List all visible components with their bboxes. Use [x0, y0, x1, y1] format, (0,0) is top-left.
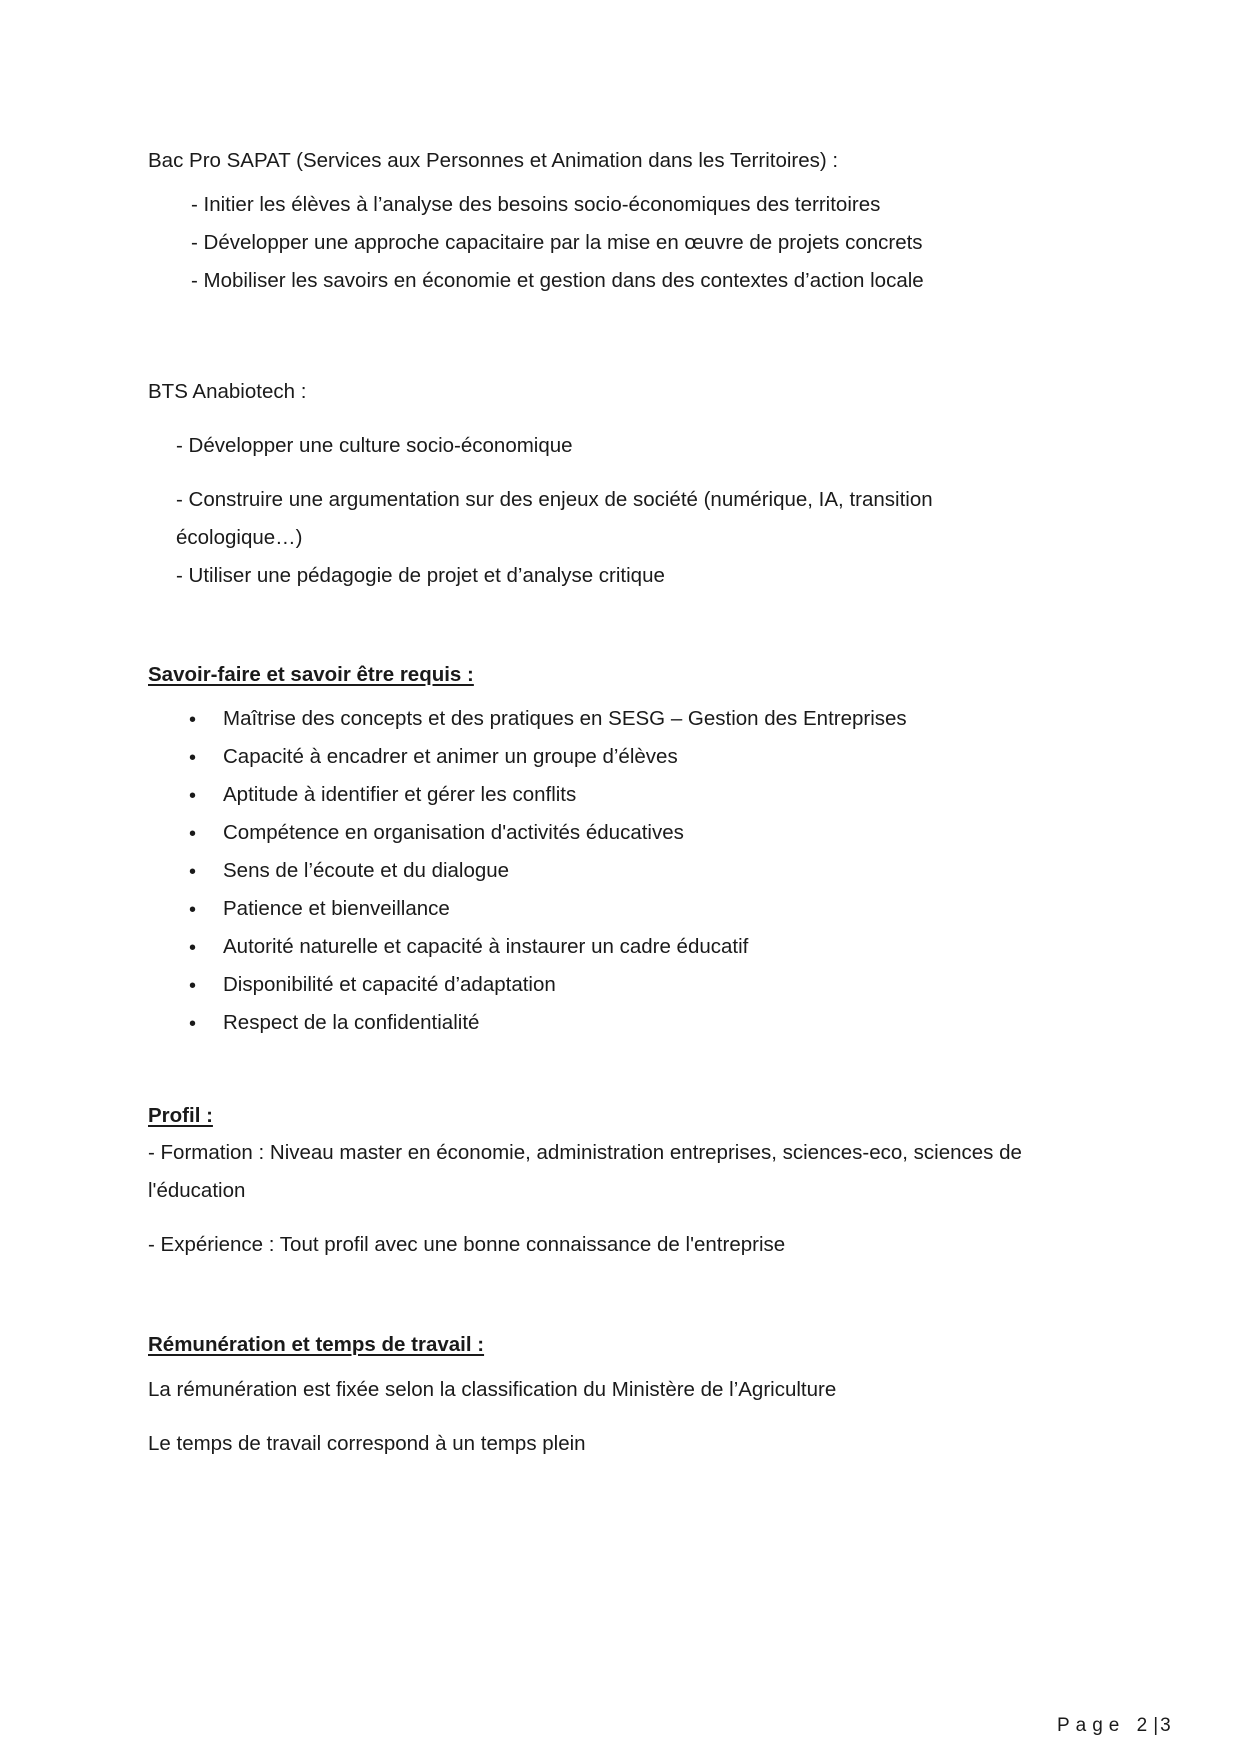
bullet-icon: •	[189, 823, 197, 845]
sapat-item: - Initier les élèves à l’analyse des besoins socio-économiques des territoires	[191, 193, 881, 216]
skills-item: Autorité naturelle et capacité à instaurer un cadre éducatif	[223, 935, 749, 958]
profil-formation: - Formation : Niveau master en économie, administration entreprises, sciences-eco, sciences de	[148, 1141, 1022, 1164]
skills-item: Sens de l’écoute et du dialogue	[223, 859, 510, 882]
sapat-title: Bac Pro SAPAT (Services aux Personnes et Animation dans les Territoires) :	[148, 149, 839, 172]
skills-item: Respect de la confidentialité	[223, 1011, 480, 1034]
page-current: 2	[1136, 1715, 1154, 1736]
working-time-text: Le temps de travail correspond à un temps plein	[148, 1432, 586, 1455]
skills-heading: Savoir-faire et savoir être requis :	[148, 663, 474, 686]
skills-item: Aptitude à identifier et gérer les conflits	[223, 783, 577, 806]
sapat-item: - Mobiliser les savoirs en économie et gestion dans des contextes d’action locale	[191, 269, 924, 292]
skills-item: Disponibilité et capacité d’adaptation	[223, 973, 556, 996]
bts-item: - Construire une argumentation sur des enjeux de société (numérique, IA, transition	[176, 488, 933, 511]
sapat-item: - Développer une approche capacitaire par la mise en œuvre de projets concrets	[191, 231, 923, 254]
bullet-icon: •	[189, 861, 197, 883]
page-label: Page	[1057, 1715, 1126, 1736]
page-total: 3	[1160, 1715, 1177, 1736]
skills-item: Patience et bienveillance	[223, 897, 450, 920]
profil-heading: Profil :	[148, 1104, 213, 1127]
bts-item-continuation: écologique…)	[176, 526, 303, 549]
skills-item: Maîtrise des concepts et des pratiques en SESG – Gestion des Entreprises	[223, 707, 907, 730]
remuneration-text: La rémunération est fixée selon la classification du Ministère de l’Agriculture	[148, 1378, 837, 1401]
skills-item: Capacité à encadrer et animer un groupe d’élèves	[223, 745, 678, 768]
bullet-icon: •	[189, 785, 197, 807]
bullet-icon: •	[189, 1013, 197, 1035]
page-separator: |	[1153, 1715, 1161, 1736]
bullet-icon: •	[189, 747, 197, 769]
bts-item: - Utiliser une pédagogie de projet et d’analyse critique	[176, 564, 665, 587]
bullet-icon: •	[189, 937, 197, 959]
profil-formation-continuation: l'éducation	[148, 1179, 246, 1202]
bullet-icon: •	[189, 899, 197, 921]
bts-item: - Développer une culture socio-économique	[176, 434, 573, 457]
remuneration-heading: Rémunération et temps de travail :	[148, 1333, 485, 1356]
bts-title: BTS Anabiotech :	[148, 380, 307, 403]
bullet-icon: •	[189, 709, 197, 731]
page-number	[1057, 1716, 1177, 1735]
skills-item: Compétence en organisation d'activités éducatives	[223, 821, 684, 844]
bullet-icon: •	[189, 975, 197, 997]
profil-experience: - Expérience : Tout profil avec une bonne connaissance de l'entreprise	[148, 1233, 786, 1256]
